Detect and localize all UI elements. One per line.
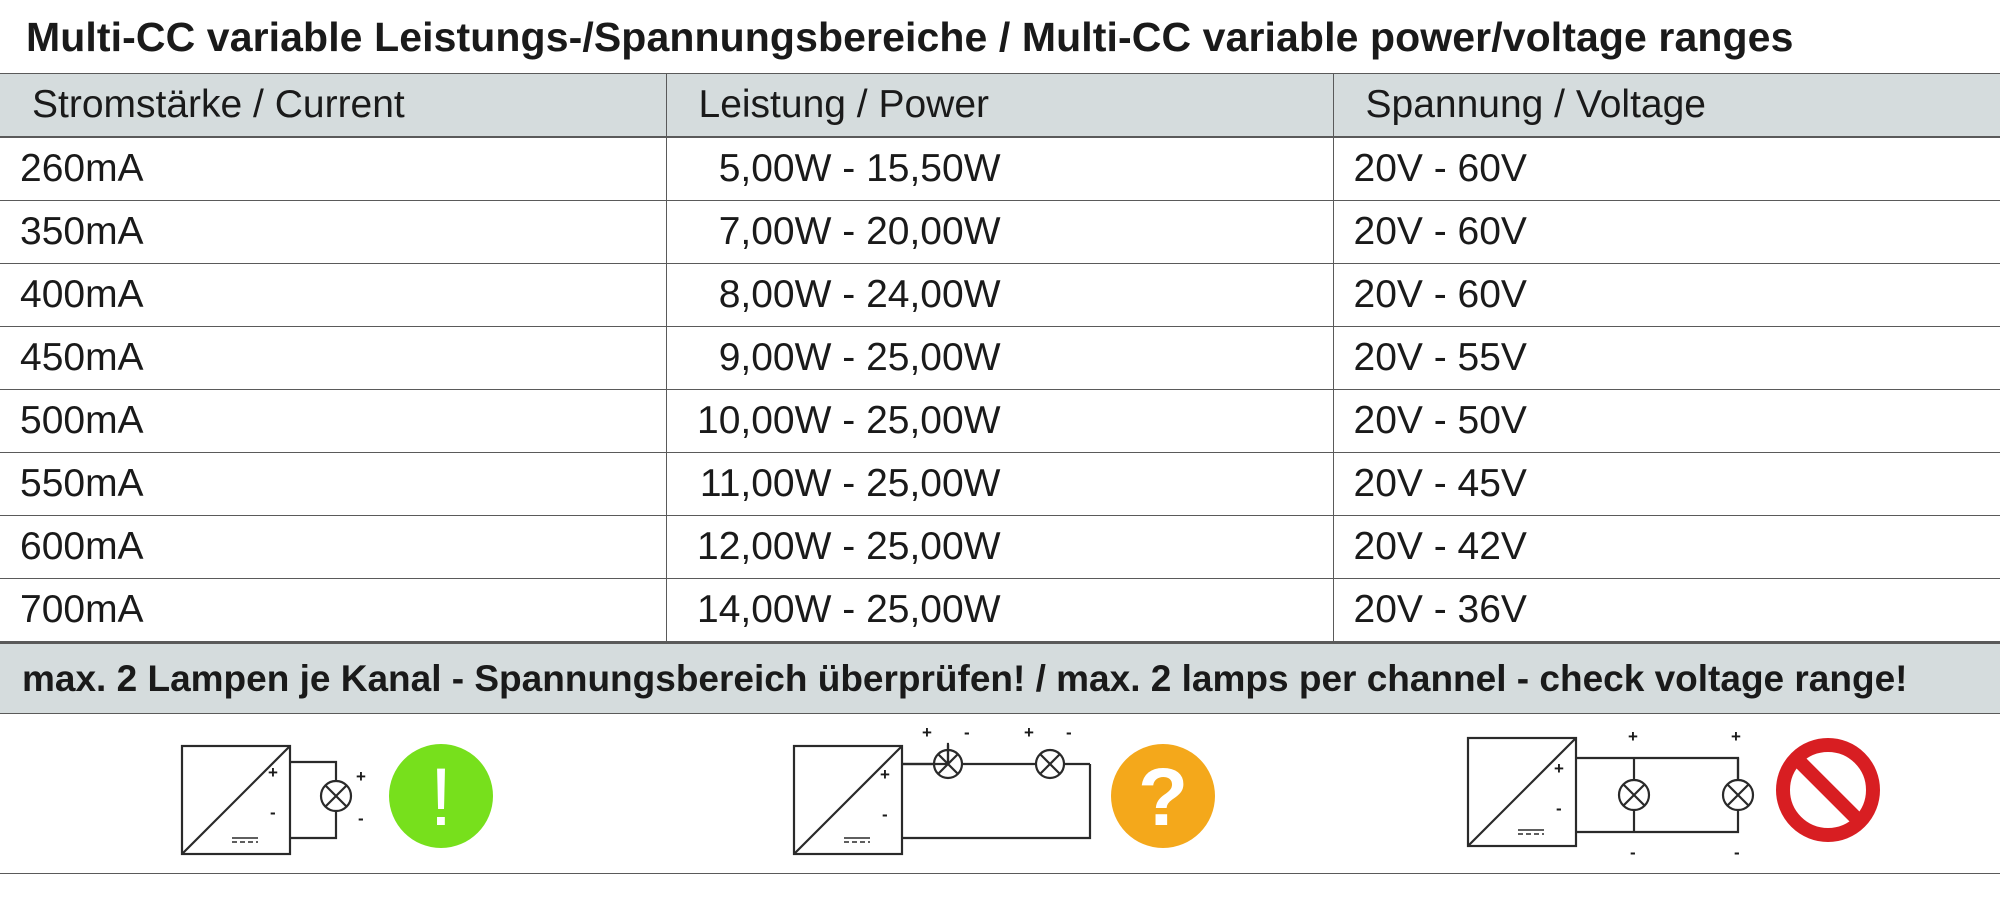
plus-sign: + [1554, 759, 1564, 778]
voltage-cell: 20V - 45V [1333, 453, 2000, 516]
power-cell [666, 390, 1333, 453]
power-value: 10,00W - 25,00W [697, 399, 1001, 442]
power-cell [666, 264, 1333, 327]
power-cell [666, 453, 1333, 516]
table-row [0, 453, 2000, 516]
minus-sign: - [1066, 723, 1072, 742]
power-cell [666, 137, 1333, 201]
plus-sign: + [356, 767, 366, 786]
minus-sign: - [964, 723, 970, 742]
voltage-cell: 20V - 36V [1333, 579, 2000, 642]
voltage-cell: 20V - 60V [1333, 137, 2000, 201]
power-value: 9,00W - 25,00W [718, 336, 1001, 379]
minus-sign: - [358, 809, 364, 828]
column-header-current: Stromstärke / Current [0, 74, 666, 138]
exclamation-mark: ! [429, 752, 453, 843]
plus-sign: + [880, 765, 890, 784]
plus-sign: + [922, 723, 932, 742]
wiring-diagrams [0, 714, 2000, 874]
forbidden-icon [1783, 745, 1873, 835]
spec-table [0, 73, 2000, 642]
current-cell: 700mA [0, 579, 666, 642]
plus-sign: + [1024, 723, 1034, 742]
voltage-cell: 20V - 42V [1333, 516, 2000, 579]
power-value: 14,00W - 25,00W [697, 588, 1001, 631]
current-cell: 600mA [0, 516, 666, 579]
minus-sign: - [1556, 799, 1562, 818]
table-row [0, 390, 2000, 453]
power-value: 5,00W - 15,50W [718, 147, 1001, 190]
voltage-cell: 20V - 55V [1333, 327, 2000, 390]
column-header-voltage: Spannung / Voltage [1333, 74, 2000, 138]
plus-sign: + [268, 763, 278, 782]
current-cell: 260mA [0, 137, 666, 201]
series-lamps-diagram [784, 714, 1224, 864]
minus-sign: - [882, 805, 888, 824]
power-value: 12,00W - 25,00W [697, 525, 1001, 568]
plus-sign: + [1628, 727, 1638, 746]
voltage-cell: 20V - 60V [1333, 201, 2000, 264]
voltage-cell: 20V - 60V [1333, 264, 2000, 327]
parallel-lamps-diagram [1458, 714, 1888, 864]
bottom-divider [0, 873, 2000, 874]
current-cell: 450mA [0, 327, 666, 390]
column-header-power: Leistung / Power [666, 74, 1333, 138]
table-row [0, 201, 2000, 264]
table-row [0, 264, 2000, 327]
table-row [0, 579, 2000, 642]
plus-sign: + [1731, 727, 1741, 746]
power-cell [666, 579, 1333, 642]
current-cell: 350mA [0, 201, 666, 264]
minus-sign: - [1630, 843, 1636, 862]
warning-notice: max. 2 Lampen je Kanal - Spannungsbereich überprüfen! / max. 2 lamps per channel - check voltage range! [0, 642, 2000, 714]
current-cell: 550mA [0, 453, 666, 516]
current-cell: 400mA [0, 264, 666, 327]
power-value: 8,00W - 24,00W [718, 273, 1001, 316]
voltage-cell: 20V - 50V [1333, 390, 2000, 453]
power-value: 7,00W - 20,00W [718, 210, 1001, 253]
current-cell: 500mA [0, 390, 666, 453]
table-row [0, 516, 2000, 579]
single-lamp-diagram [170, 714, 510, 864]
power-cell [666, 516, 1333, 579]
power-value: 11,00W - 25,00W [699, 462, 1001, 505]
minus-sign: - [1734, 843, 1740, 862]
table-row [0, 137, 2000, 201]
minus-sign: - [270, 803, 276, 822]
table-row [0, 327, 2000, 390]
power-cell [666, 201, 1333, 264]
question-mark: ? [1137, 752, 1189, 843]
table-header-row [0, 74, 2000, 138]
power-cell [666, 327, 1333, 390]
page-title: Multi-CC variable Leistungs-/Spannungsbereiche / Multi-CC variable power/voltage ranges [26, 14, 1794, 60]
